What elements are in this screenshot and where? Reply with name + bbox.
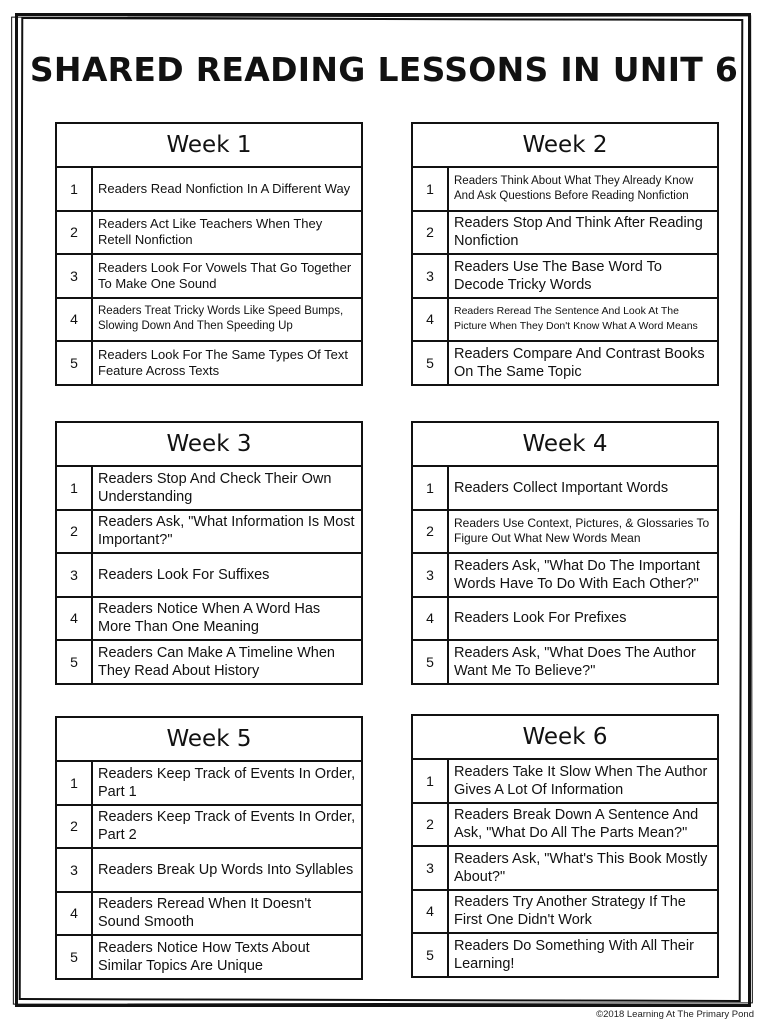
lesson-row	[57, 255, 361, 299]
lesson-title: Readers Ask, "What's This Book Mostly About?"	[454, 850, 708, 885]
week-1-table	[55, 122, 363, 386]
lesson-row	[57, 936, 361, 978]
lesson-title: Readers Break Up Words Into Syllables	[98, 861, 354, 878]
week-6-table	[411, 714, 719, 978]
lesson-row	[413, 641, 717, 683]
lesson-title: Readers Stop And Check Their Own Understanding	[98, 470, 332, 505]
lesson-number: 4	[57, 598, 93, 640]
lesson-title: Readers Can Make A Timeline When They Read About History	[98, 645, 335, 679]
lesson-row	[57, 598, 361, 642]
lesson-row	[413, 934, 717, 976]
lesson-row	[57, 893, 361, 937]
lesson-title: Readers Use The Base Word To Decode Tricky Words	[454, 258, 662, 293]
lesson-title: Readers Do Something With All Their Learning!	[454, 938, 694, 972]
lesson-title: Readers Look For The Same Types Of Text Feature Across Texts	[98, 347, 349, 378]
lesson-row	[57, 849, 361, 893]
lesson-title: Readers Look For Prefixes	[454, 610, 627, 627]
lesson-title: Readers Treat Tricky Words Like Speed Bumps, Slowing Down And Then Speeding Up	[98, 305, 344, 333]
lesson-title: Readers Think About What They Already Know And Ask Questions Before Reading Nonfiction	[454, 174, 694, 202]
week-heading: Week 6	[413, 716, 717, 760]
lesson-number: 5	[57, 936, 93, 978]
week-5-table	[55, 716, 363, 980]
lesson-title: Readers Notice How Texts About Similar Topics Are Unique	[98, 940, 310, 974]
lesson-number: 4	[413, 598, 449, 640]
lesson-row	[413, 511, 717, 555]
lesson-row	[413, 342, 717, 384]
lesson-number: 1	[413, 168, 449, 210]
lesson-row	[413, 804, 717, 848]
week-heading: Week 4	[413, 423, 717, 467]
lesson-number: 3	[413, 554, 449, 596]
lesson-number: 1	[413, 760, 449, 802]
week-heading: Week 5	[57, 718, 361, 762]
lesson-title: Readers Notice When A Word Has More Than One Meaning	[98, 601, 321, 636]
week-3-table	[55, 421, 363, 685]
lesson-row	[413, 760, 717, 804]
lesson-title: Readers Take It Slow When The Author Gives A Lot Of Information	[454, 763, 708, 798]
lesson-row	[57, 168, 361, 212]
lesson-title: Readers Reread The Sentence And Look At The Picture When They Don't Know What A Word Means	[454, 305, 698, 333]
lesson-row	[413, 598, 717, 642]
lesson-row	[57, 212, 361, 256]
lesson-number: 2	[57, 511, 93, 553]
lesson-number: 4	[413, 299, 449, 341]
lesson-row	[413, 847, 717, 891]
lesson-number: 2	[413, 212, 449, 254]
lesson-number: 5	[413, 641, 449, 683]
lesson-number: 4	[413, 891, 449, 933]
lesson-title: Readers Ask, "What Do The Important Words Have To Do With Each Other?"	[454, 557, 700, 592]
week-2-table	[411, 122, 719, 386]
lesson-number: 3	[57, 849, 93, 891]
lesson-title: Readers Collect Important Words	[454, 479, 669, 496]
lesson-row	[57, 511, 361, 555]
lesson-number: 3	[413, 847, 449, 889]
lesson-number: 2	[413, 804, 449, 846]
lesson-row	[57, 554, 361, 598]
lesson-row	[57, 467, 361, 511]
lesson-number: 3	[57, 554, 93, 596]
lesson-row	[57, 806, 361, 850]
week-heading: Week 1	[57, 124, 361, 168]
lesson-row	[413, 299, 717, 343]
lesson-number: 5	[413, 342, 449, 384]
lesson-number: 5	[57, 641, 93, 683]
lesson-number: 1	[57, 467, 93, 509]
lesson-number: 2	[413, 511, 449, 553]
lesson-number: 1	[413, 467, 449, 509]
lesson-title: Readers Ask, "What Information Is Most Important?"	[98, 514, 355, 549]
lesson-row	[413, 467, 717, 511]
lesson-number: 5	[413, 934, 449, 976]
lesson-number: 1	[57, 762, 93, 804]
lesson-title: Readers Keep Track of Events In Order, Part 2	[98, 809, 356, 844]
lesson-title: Readers Look For Vowels That Go Together To Make One Sound	[98, 259, 352, 291]
lesson-number: 1	[57, 168, 93, 210]
lesson-number: 3	[57, 255, 93, 297]
lesson-number: 3	[413, 255, 449, 297]
lesson-title: Readers Read Nonfiction In A Different Way	[98, 180, 351, 196]
lesson-number: 5	[57, 342, 93, 384]
lesson-title: Readers Reread When It Doesn't Sound Smooth	[98, 896, 312, 931]
lesson-title: Readers Look For Suffixes	[98, 566, 270, 583]
lesson-title: Readers Keep Track of Events In Order, Part 1	[98, 765, 356, 800]
lesson-title: Readers Stop And Think After Reading Nonfiction	[454, 215, 703, 250]
week-4-table	[411, 421, 719, 685]
copyright-notice: ©2018 Learning At The Primary Pond	[596, 1009, 754, 1020]
lesson-title: Readers Act Like Teachers When They Retell Nonfiction	[98, 216, 323, 248]
lesson-title: Readers Try Another Strategy If The First One Didn't Work	[454, 894, 686, 929]
lesson-row	[57, 762, 361, 806]
lesson-title: Readers Compare And Contrast Books On The Same Topic	[454, 346, 705, 380]
lesson-row	[413, 255, 717, 299]
lesson-number: 4	[57, 893, 93, 935]
lesson-title: Readers Ask, "What Does The Author Want Me To Believe?"	[454, 645, 696, 679]
lesson-row	[413, 891, 717, 935]
lesson-number: 2	[57, 212, 93, 254]
lesson-row	[413, 168, 717, 212]
lesson-row	[57, 342, 361, 384]
lesson-row	[57, 299, 361, 343]
lesson-number: 2	[57, 806, 93, 848]
lesson-title: Readers Break Down A Sentence And Ask, "What Do All The Parts Mean?"	[454, 807, 699, 842]
lesson-title: Readers Use Context, Pictures, & Glossaries To Figure Out What New Words Mean	[454, 516, 710, 546]
page-title: SHARED READING LESSONS IN UNIT 6	[29, 50, 739, 89]
week-heading: Week 3	[57, 423, 361, 467]
lesson-row	[57, 641, 361, 683]
lesson-number: 4	[57, 299, 93, 341]
lesson-row	[413, 212, 717, 256]
lesson-row	[413, 554, 717, 598]
week-heading: Week 2	[413, 124, 717, 168]
